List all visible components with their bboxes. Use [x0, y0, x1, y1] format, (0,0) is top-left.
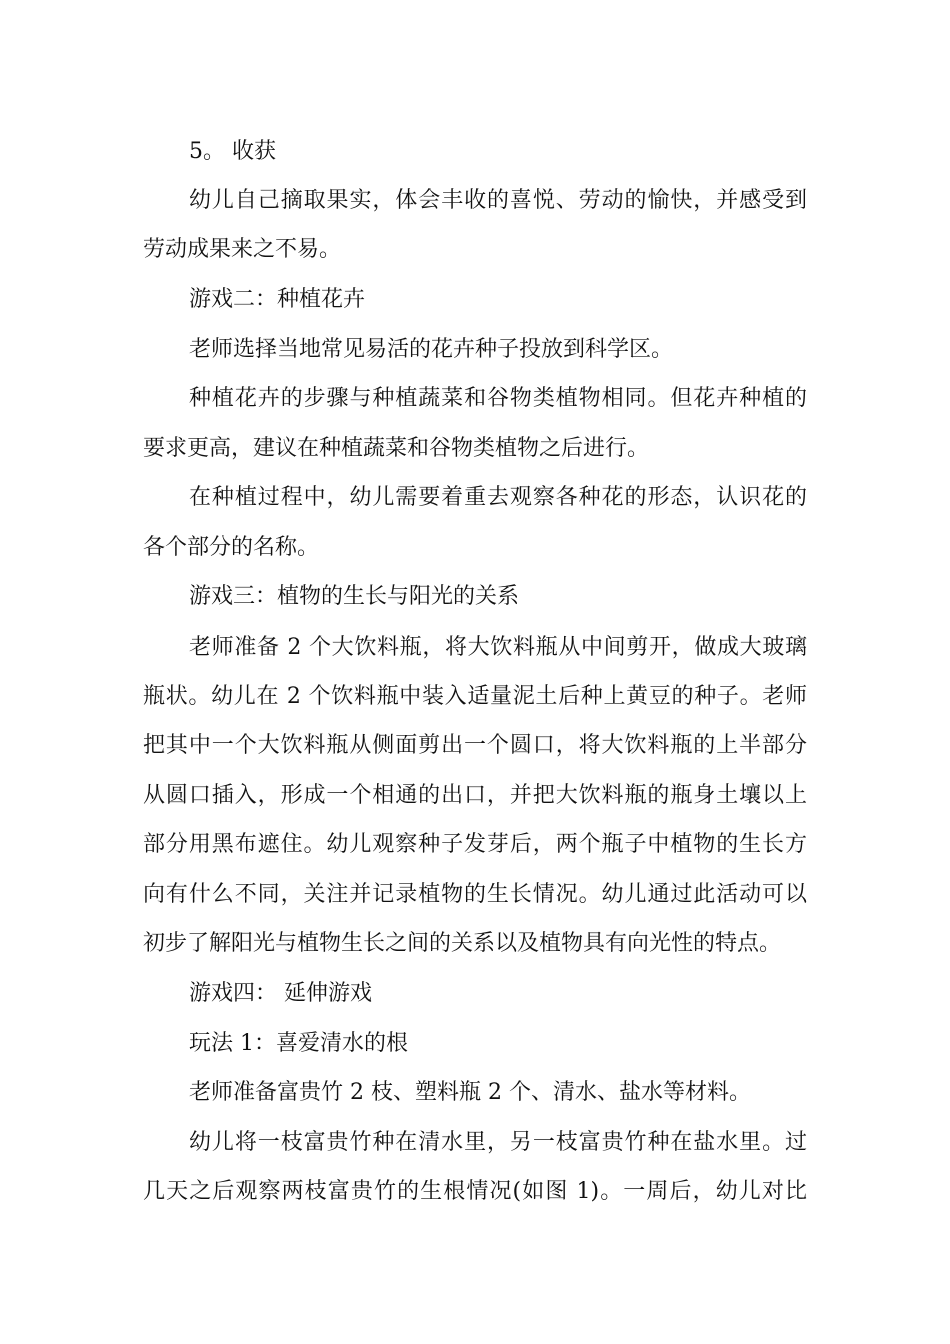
paragraph-line: 几天之后观察两枝富贵竹的生根情况(如图 1)。一周后，幼儿对比 — [143, 1179, 807, 1204]
paragraph-line: 瓶状。幼儿在 2 个饮料瓶中装入适量泥土后种上黄豆的种子。老师 — [143, 684, 807, 709]
paragraph-line: 向有什么不同，关注并记录植物的生长情况。幼儿通过此活动可以 — [143, 882, 807, 907]
paragraph-line: 幼儿自己摘取果实，体会丰收的喜悦、劳动的愉快，并感受到 — [189, 188, 807, 213]
section-heading-harvest: 5。 收获 — [189, 139, 276, 164]
paragraph-line: 要求更高，建议在种植蔬菜和谷物类植物之后进行。 — [143, 436, 650, 461]
paragraph-line: 初步了解阳光与植物生长之间的关系以及植物具有向光性的特点。 — [143, 931, 782, 956]
section-heading-game-two: 游戏二：种植花卉 — [189, 287, 366, 312]
paragraph-line: 从圆口插入，形成一个相通的出口，并把大饮料瓶的瓶身土壤以上 — [143, 783, 807, 808]
paragraph-line: 老师选择当地常见易活的花卉种子投放到科学区。 — [189, 337, 674, 362]
paragraph-line: 把其中一个大饮料瓶从侧面剪出一个圆口，将大饮料瓶的上半部分 — [143, 733, 807, 758]
paragraph-line: 各个部分的名称。 — [143, 535, 320, 560]
paragraph-line: 幼儿将一枝富贵竹种在清水里，另一枝富贵竹种在盐水里。过 — [189, 1130, 807, 1155]
paragraph-line: 部分用黑布遮住。幼儿观察种子发芽后，两个瓶子中植物的生长方 — [143, 832, 807, 857]
paragraph-line: 在种植过程中，幼儿需要着重去观察各种花的形态，认识花的 — [189, 485, 807, 510]
section-heading-game-four: 游戏四： 延伸游戏 — [189, 981, 372, 1006]
paragraph-line: 老师准备 2 个大饮料瓶，将大饮料瓶从中间剪开，做成大玻璃 — [189, 635, 807, 660]
paragraph-line: 劳动成果来之不易。 — [143, 237, 342, 262]
paragraph-line: 老师准备富贵竹 2 枝、塑料瓶 2 个、清水、盐水等材料。 — [189, 1080, 751, 1105]
subheading-method-one: 玩法 1：喜爱清水的根 — [189, 1031, 408, 1056]
section-heading-game-three: 游戏三：植物的生长与阳光的关系 — [189, 584, 520, 609]
paragraph-line: 种植花卉的步骤与种植蔬菜和谷物类植物相同。但花卉种植的 — [189, 386, 807, 411]
